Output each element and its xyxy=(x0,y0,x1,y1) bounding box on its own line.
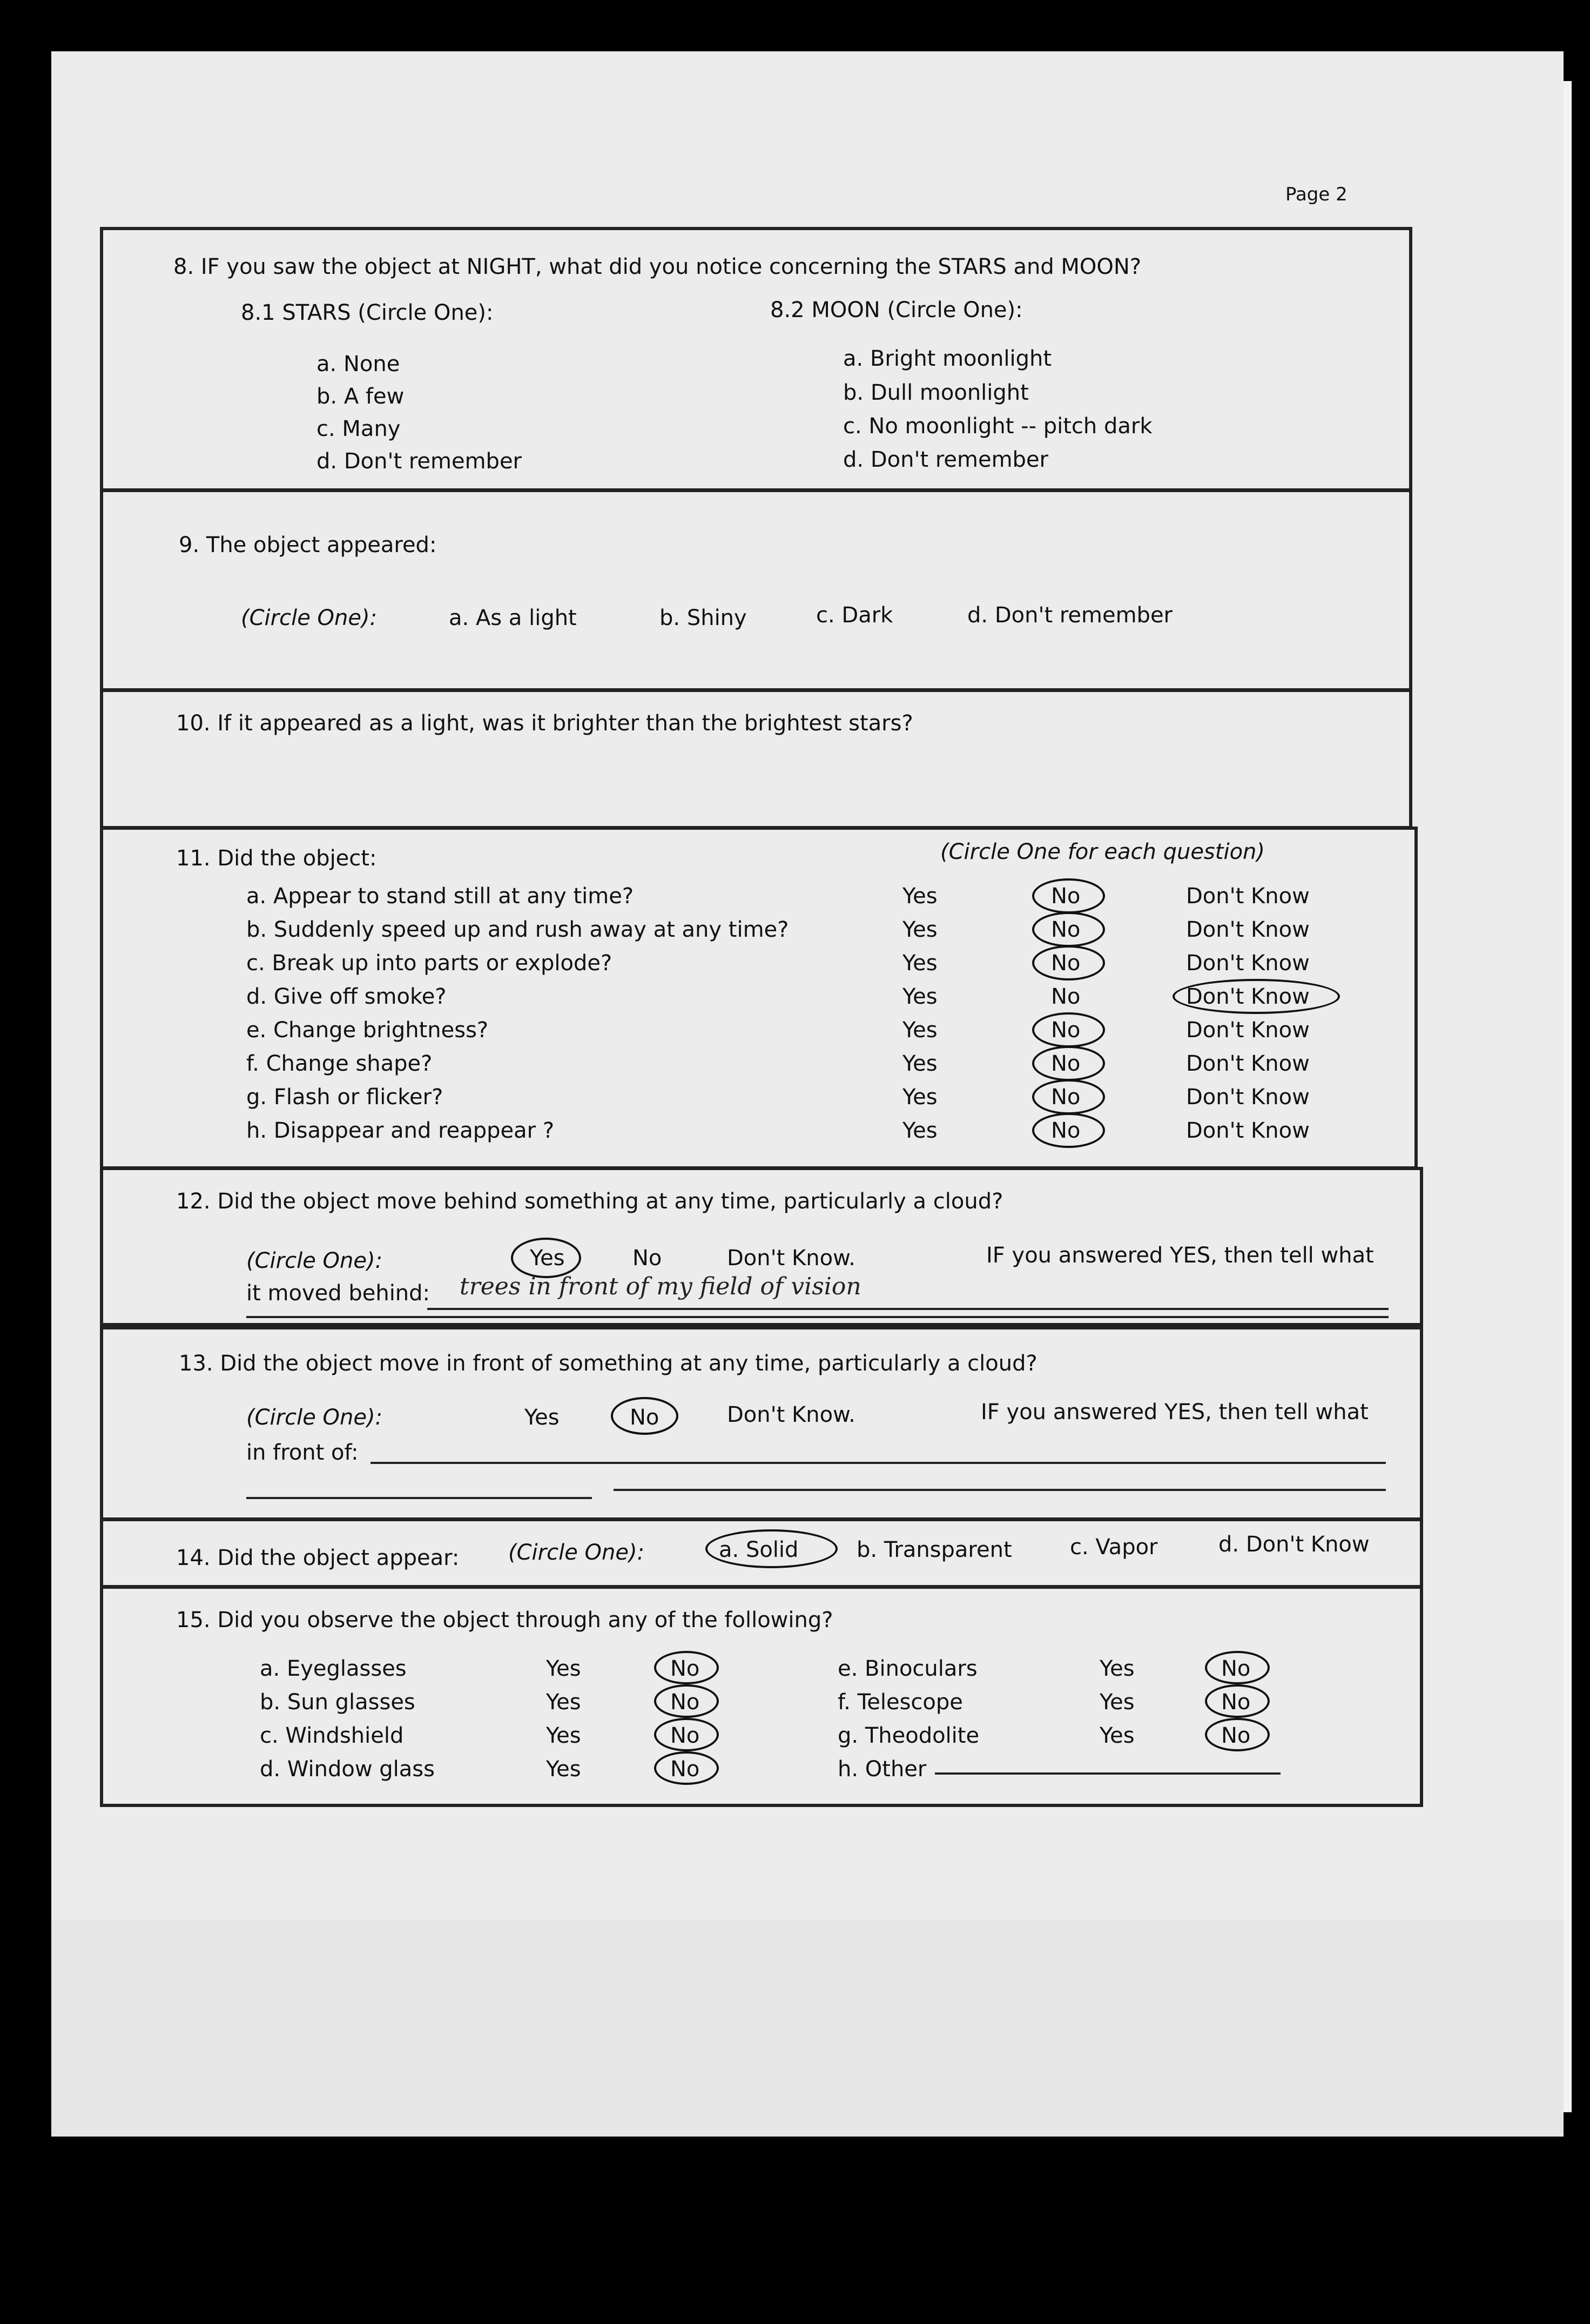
q11-answer-circle xyxy=(1032,878,1105,914)
q8-stars-option[interactable]: d. Don't remember xyxy=(316,449,522,474)
q13-section xyxy=(100,1326,1423,1521)
q11-item-no[interactable]: No xyxy=(1051,884,1081,909)
q11-item-dont-know[interactable]: Don't Know xyxy=(1186,1085,1310,1110)
q11-item-yes[interactable]: Yes xyxy=(902,1018,938,1043)
q15-item-yes[interactable]: Yes xyxy=(546,1690,581,1715)
q12-section xyxy=(100,1167,1423,1326)
q13-question: 13. Did the object move in front of something at any time, particularly a cloud? xyxy=(179,1351,1037,1376)
q11-item-dont-know[interactable]: Don't Know xyxy=(1186,1018,1310,1043)
q12-yes[interactable]: Yes xyxy=(530,1246,565,1271)
q11-item-yes[interactable]: Yes xyxy=(902,884,938,909)
q11-item-text: g. Flash or flicker? xyxy=(246,1085,443,1110)
q11-item-dont-know[interactable]: Don't Know xyxy=(1186,951,1310,976)
q11-item-text: b. Suddenly speed up and rush away at any time? xyxy=(246,917,789,942)
q15-item-yes[interactable]: Yes xyxy=(1100,1656,1135,1681)
q13-answer-label: in front of: xyxy=(246,1440,359,1465)
q8-moon-option[interactable]: a. Bright moonlight xyxy=(843,346,1052,371)
q8-question: 8. IF you saw the object at NIGHT, what did you notice concerning the STARS and MOON? xyxy=(173,254,1142,279)
q13-no-circle xyxy=(611,1397,678,1435)
q15-item-yes[interactable]: Yes xyxy=(546,1656,581,1681)
q11-item-text: h. Disappear and reappear ? xyxy=(246,1118,555,1143)
q15-item-no[interactable]: No xyxy=(670,1690,700,1715)
q15-other-line[interactable] xyxy=(935,1772,1281,1775)
q11-item-yes[interactable]: Yes xyxy=(902,1051,938,1076)
q15-no-circle xyxy=(654,1751,719,1785)
q11-item-text: a. Appear to stand still at any time? xyxy=(246,884,634,909)
q15-no-circle xyxy=(654,1651,719,1684)
q8-section xyxy=(100,227,1412,492)
q8-moon-option[interactable]: d. Don't remember xyxy=(843,447,1048,472)
q15-item-no[interactable]: No xyxy=(1221,1656,1251,1681)
q11-item-no[interactable]: No xyxy=(1051,1018,1081,1043)
q13-answer-line-2b xyxy=(614,1489,1386,1491)
q11-item-no[interactable]: No xyxy=(1051,1118,1081,1143)
q11-item-text: d. Give off smoke? xyxy=(246,984,447,1009)
q9-section xyxy=(100,489,1412,691)
q11-item-yes[interactable]: Yes xyxy=(902,1118,938,1143)
paper-bottom xyxy=(51,1920,1564,2137)
q9-circle-label: (Circle One): xyxy=(241,606,378,630)
q15-item-no[interactable]: No xyxy=(670,1723,700,1748)
q11-item-yes[interactable]: Yes xyxy=(902,1085,938,1110)
q14-option[interactable]: c. Vapor xyxy=(1070,1535,1158,1560)
q14-option-solid[interactable]: a. Solid xyxy=(719,1537,799,1562)
q11-answer-circle xyxy=(1173,979,1340,1014)
q13-followup: IF you answered YES, then tell what xyxy=(981,1400,1369,1425)
q14-option[interactable]: d. Don't Know xyxy=(1218,1532,1370,1557)
page-number: Page 2 xyxy=(1285,184,1348,205)
q11-item-dont-know[interactable]: Don't Know xyxy=(1186,1051,1310,1076)
q11-item-no[interactable]: No xyxy=(1051,917,1081,942)
q11-item-dont-know[interactable]: Don't Know xyxy=(1186,884,1310,909)
q11-item-dont-know[interactable]: Don't Know xyxy=(1186,1118,1310,1143)
q11-item-no[interactable]: No xyxy=(1051,984,1081,1009)
q11-item-text: f. Change shape? xyxy=(246,1051,433,1076)
q11-section xyxy=(100,827,1418,1170)
q11-answer-circle xyxy=(1032,1113,1105,1148)
q15-item-yes[interactable]: Yes xyxy=(546,1723,581,1748)
q15-item-yes[interactable]: Yes xyxy=(546,1757,581,1782)
q12-circle-label: (Circle One): xyxy=(246,1248,383,1273)
q8-stars-option[interactable]: c. Many xyxy=(316,417,401,441)
q9-option[interactable]: d. Don't remember xyxy=(967,603,1173,628)
q11-item-no[interactable]: No xyxy=(1051,1051,1081,1076)
q11-item-text: c. Break up into parts or explode? xyxy=(246,951,612,976)
q15-item-text: g. Theodolite xyxy=(838,1723,980,1748)
q15-item-text: b. Sun glasses xyxy=(260,1690,415,1715)
q15-section xyxy=(100,1586,1423,1807)
q15-no-circle xyxy=(654,1718,719,1751)
q15-item-text: c. Windshield xyxy=(260,1723,404,1748)
q11-item-yes[interactable]: Yes xyxy=(902,984,938,1009)
q12-yes-circle xyxy=(511,1238,581,1278)
q11-item-dont-know[interactable]: Don't Know xyxy=(1186,984,1310,1009)
q11-answer-circle xyxy=(1032,1079,1105,1114)
q12-answer-handwritten[interactable]: trees in front of my field of vision xyxy=(460,1273,861,1300)
q11-answer-circle xyxy=(1032,1012,1105,1047)
q13-answer-line[interactable] xyxy=(370,1462,1386,1464)
q14-circle-label: (Circle One): xyxy=(508,1540,645,1565)
q15-item-yes[interactable]: Yes xyxy=(1100,1723,1135,1748)
q15-item-no[interactable]: No xyxy=(670,1757,700,1782)
q9-option[interactable]: b. Shiny xyxy=(659,606,747,630)
q11-item-no[interactable]: No xyxy=(1051,1085,1081,1110)
q14-question: 14. Did the object appear: xyxy=(176,1546,460,1570)
q12-question: 12. Did the object move behind something at any time, particularly a cloud? xyxy=(176,1189,1003,1214)
q9-question: 9. The object appeared: xyxy=(179,533,437,558)
q11-answer-circle xyxy=(1032,912,1105,947)
q10-question: 10. If it appeared as a light, was it brighter than the brightest stars? xyxy=(176,711,913,736)
q15-no-circle xyxy=(1205,1684,1270,1718)
q9-option[interactable]: a. As a light xyxy=(449,606,577,630)
q15-no-circle xyxy=(1205,1651,1270,1684)
q12-dont-know[interactable]: Don't Know. xyxy=(727,1246,855,1271)
q12-no[interactable]: No xyxy=(632,1246,662,1271)
q8-moon-option[interactable]: c. No moonlight -- pitch dark xyxy=(843,414,1153,439)
q15-item-no[interactable]: No xyxy=(1221,1690,1251,1715)
q14-solid-circle xyxy=(705,1529,838,1568)
q12-answer-line-2 xyxy=(246,1316,1389,1318)
q12-followup: IF you answered YES, then tell what xyxy=(986,1243,1374,1268)
q15-item-text: f. Telescope xyxy=(838,1690,963,1715)
q15-question: 15. Did you observe the object through any of the following? xyxy=(176,1608,833,1633)
q13-yes[interactable]: Yes xyxy=(524,1405,560,1430)
q15-no-circle xyxy=(1205,1718,1270,1751)
q13-answer-line-2a xyxy=(246,1497,592,1499)
q14-section xyxy=(100,1518,1423,1588)
q10-section xyxy=(100,689,1412,829)
q11-item-yes[interactable]: Yes xyxy=(902,951,938,976)
q11-item-yes[interactable]: Yes xyxy=(902,917,938,942)
q8-moon-option[interactable]: b. Dull moonlight xyxy=(843,380,1029,405)
q11-question: 11. Did the object: xyxy=(176,846,377,871)
q11-answer-circle xyxy=(1032,945,1105,980)
q8-stars-option[interactable]: b. A few xyxy=(316,384,405,409)
q13-circle-label: (Circle One): xyxy=(246,1405,383,1430)
q11-item-text: e. Change brightness? xyxy=(246,1018,489,1043)
q11-item-dont-know[interactable]: Don't Know xyxy=(1186,917,1310,942)
q12-answer-label: it moved behind: xyxy=(246,1281,430,1306)
q11-instruction: (Circle One for each question) xyxy=(940,839,1265,864)
q15-no-circle xyxy=(654,1684,719,1718)
q12-answer-line xyxy=(427,1308,1389,1310)
q8-moon-label: 8.2 MOON (Circle One): xyxy=(770,298,1023,323)
q15-item-text: h. Other xyxy=(838,1757,927,1782)
q11-answer-circle xyxy=(1032,1046,1105,1081)
q14-option[interactable]: b. Transparent xyxy=(857,1537,1012,1562)
q13-no[interactable]: No xyxy=(630,1405,659,1430)
q8-stars-option[interactable]: a. None xyxy=(316,352,400,377)
q13-dont-know[interactable]: Don't Know. xyxy=(727,1402,855,1427)
q15-item-text: a. Eyeglasses xyxy=(260,1656,407,1681)
q9-option[interactable]: c. Dark xyxy=(816,603,893,628)
q11-item-no[interactable]: No xyxy=(1051,951,1081,976)
q15-item-no[interactable]: No xyxy=(670,1656,700,1681)
q15-item-text: d. Window glass xyxy=(260,1757,435,1782)
q8-stars-label: 8.1 STARS (Circle One): xyxy=(241,300,494,325)
q15-item-yes[interactable]: Yes xyxy=(1100,1690,1135,1715)
q15-item-text: e. Binoculars xyxy=(838,1656,978,1681)
q15-item-no[interactable]: No xyxy=(1221,1723,1251,1748)
